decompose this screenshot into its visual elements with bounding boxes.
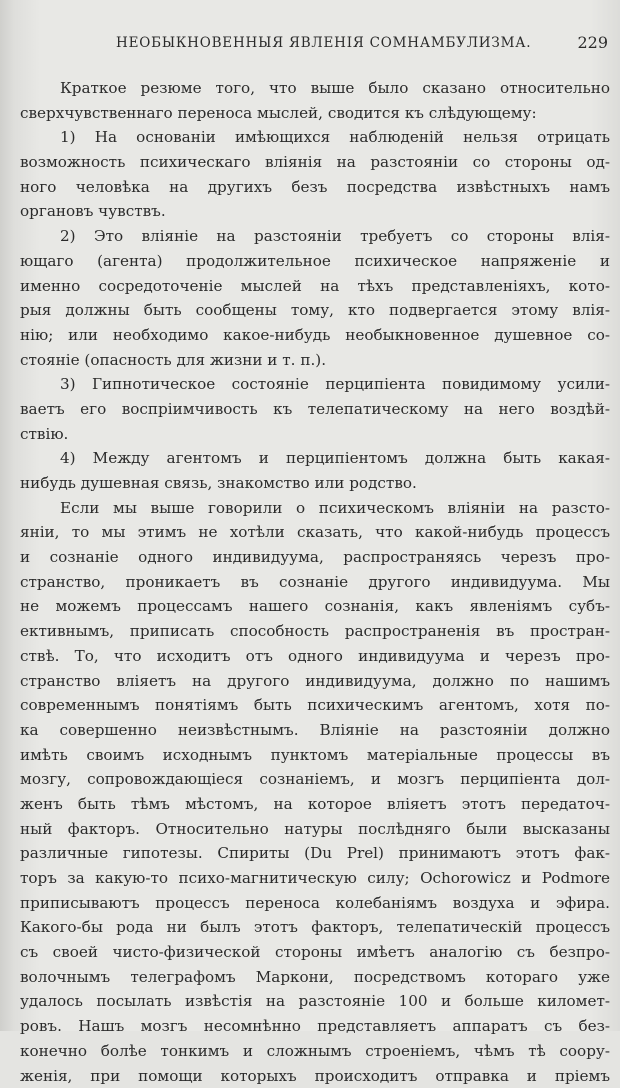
text-line: женія, при помощи которыхъ происходитъ отправка и пріемъ [20,1064,610,1088]
text-line: Какого-бы рода ни былъ этотъ факторъ, телепатическій процессъ [20,915,610,940]
text-line: странство вліяетъ на другого индивидуума, должно по нашимъ [20,669,610,694]
text-line: мозгу, сопровождающіеся сознаніемъ, и мозгъ перципіента дол- [20,767,610,792]
page-number: 229 [577,33,608,52]
text-line: стояніе (опасность для жизни и т. п.). [20,348,610,373]
text-line: ющаго (агента) продолжительное психическое напряженіе и [20,249,610,274]
text-line: 2) Это вліяніе на разстояніи требуетъ со стороны влія- [20,224,610,249]
text-line: ровъ. Нашъ мозгъ несомнѣнно представляетъ аппаратъ съ без- [20,1014,610,1039]
text-line: рыя должны быть сообщены тому, кто подвергается этому влія- [20,298,610,323]
text-line: ный факторъ. Относительно натуры послѣдняго были высказаны [20,817,610,842]
text-line: именно сосредоточеніе мыслей на тѣхъ представленіяхъ, кото- [20,274,610,299]
text-line: женъ быть тѣмъ мѣстомъ, на которое вліяетъ этотъ передаточ- [20,792,610,817]
text-line: Краткое резюме того, что выше было сказано относительно [20,76,610,101]
text-line: странство, проникаетъ въ сознаніе другого индивидуума. Мы [20,570,610,595]
text-line: удалось посылать извѣстія на разстояніе 100 и больше километ- [20,989,610,1014]
text-line: ствію. [20,422,610,447]
text-line: органовъ чувствъ. [20,199,610,224]
body-text [20,76,610,1088]
text-line: нію; или необходимо какое-нибудь необыкновенное душевное со- [20,323,610,348]
text-line: торъ за какую-то психо-магнитическую силу; Ochorowicz и Podmore [20,866,610,891]
text-line: ного человѣка на другихъ безъ посредства извѣстныхъ намъ [20,175,610,200]
text-line: и сознаніе одного индивидуума, распространяясь черезъ про- [20,545,610,570]
text-line: Если мы выше говорили о психическомъ вліяніи на разсто- [20,496,610,521]
text-line: ствѣ. То, что исходитъ отъ одного индивидуума и черезъ про- [20,644,610,669]
text-line: нибудь душевная связь, знакомство или родство. [20,471,610,496]
page-header [60,33,612,55]
text-line: не можемъ процессамъ нашего сознанія, какъ явленіямъ субъ- [20,594,610,619]
text-line: сверхчувственнаго переноса мыслей, сводится къ слѣдующему: [20,101,610,126]
text-line: 3) Гипнотическое состояніе перципіента повидимому усили- [20,372,610,397]
text-line: съ своей чисто-физической стороны имѣетъ аналогію съ безпро- [20,940,610,965]
text-line: 4) Между агентомъ и перципіентомъ должна быть какая- [20,446,610,471]
text-line: 1) На основаніи имѣющихся наблюденій нельзя отрицать [20,125,610,150]
text-line: приписываютъ процессъ переноса колебаніямъ воздуха и эфира. [20,891,610,916]
text-line: ка совершенно неизвѣстнымъ. Вліяніе на разстояніи должно [20,718,610,743]
text-line: яніи, то мы этимъ не хотѣли сказать, что какой-нибудь процессъ [20,520,610,545]
text-line: имѣть своимъ исходнымъ пунктомъ матеріальные процессы въ [20,743,610,768]
text-line: возможность психическаго вліянія на разстояніи со стороны од- [20,150,610,175]
text-line: ективнымъ, приписать способность распространенія въ простран- [20,619,610,644]
text-line: волочнымъ телеграфомъ Маркони, посредствомъ котораго уже [20,965,610,990]
text-line: различные гипотезы. Спириты (Du Prel) принимаютъ этотъ фак- [20,841,610,866]
text-line: современнымъ понятіямъ быть психическимъ агентомъ, хотя по- [20,693,610,718]
text-line: конечно болѣе тонкимъ и сложнымъ строеніемъ, чѣмъ тѣ соору- [20,1039,610,1064]
running-head: НЕОБЫКНОВЕННЫЯ ЯВЛЕНІЯ СОМНАМБУЛИЗМА. [116,35,531,51]
text-line: ваетъ его воспріимчивость къ телепатическому на него воздѣй- [20,397,610,422]
